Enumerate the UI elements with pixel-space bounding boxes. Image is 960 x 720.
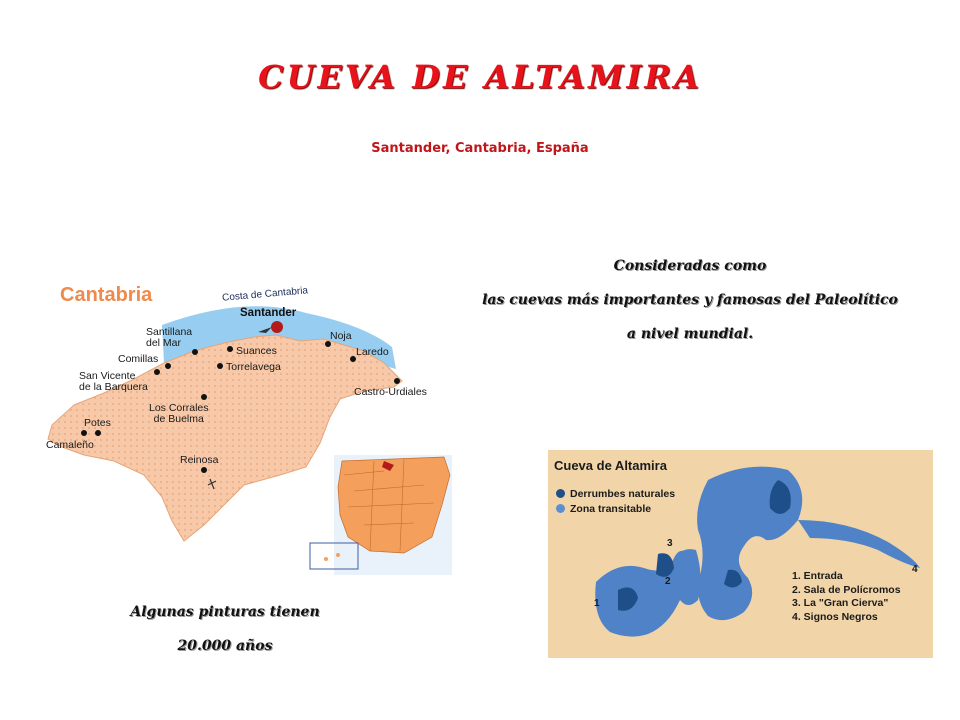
town-potes: Potes <box>84 417 111 429</box>
cave-map-graphic <box>548 450 933 658</box>
paintings-note <box>100 595 350 663</box>
coast-label: Costa de Cantabria <box>221 285 309 304</box>
paintings-line-2: 20.000 años <box>177 638 273 654</box>
quote-line-3: a nivel mundial. <box>626 326 754 342</box>
town-los-corrales: Los Corrales de Buelma <box>149 402 209 425</box>
cantabria-map <box>44 275 460 580</box>
legend-collapse-label: Derrumbes naturales <box>570 488 676 500</box>
quote-line-2: las cuevas más importantes y famosas del Paleolítico <box>482 292 898 308</box>
town-reinosa: Reinosa <box>180 454 219 466</box>
slide-title: CUEVA DE ALTAMIRA <box>258 58 702 96</box>
region-title: Cantabria <box>60 284 153 306</box>
capital-label: Santander <box>240 307 297 319</box>
town-santillana: Santillana del Mar <box>146 326 193 349</box>
cave-marker-4: 4 <box>912 564 918 575</box>
cave-marker-3: 3 <box>667 538 673 549</box>
town-laredo: Laredo <box>356 346 389 358</box>
quote-line-1: Consideradas como <box>613 258 767 274</box>
cave-marker-1: 1 <box>594 598 600 609</box>
town-noja: Noja <box>330 330 352 342</box>
cave-key-2: 2. Sala de Polícromos <box>792 583 901 596</box>
town-san-vicente: San Vicente de la Barquera <box>79 370 148 393</box>
cave-key-3: 3. La "Gran Cierva" <box>792 597 889 609</box>
cave-map <box>548 450 933 658</box>
legend-walkable-swatch <box>556 504 565 513</box>
cave-title: Cueva de Altamira <box>554 458 667 473</box>
cave-key-4: 4. Signos Negros <box>792 610 878 623</box>
town-castro-urdiales: Castro-Urdiales <box>354 386 427 398</box>
town-suances: Suances <box>236 345 277 357</box>
legend-walkable <box>556 503 651 515</box>
town-comillas: Comillas <box>118 353 159 365</box>
cave-keys <box>792 570 901 624</box>
paintings-line-1: Algunas pinturas tienen <box>130 604 320 620</box>
cave-key-1: 1. Entrada <box>792 570 843 582</box>
santander-marker <box>271 321 283 333</box>
legend-walkable-label: Zona transitable <box>570 503 652 515</box>
quote-block <box>470 249 910 351</box>
slide-subtitle: Santander, Cantabria, España <box>371 141 589 156</box>
town-camaleno: Camaleño <box>46 439 94 451</box>
legend-collapse <box>556 488 675 500</box>
town-torrelavega: Torrelavega <box>226 361 281 373</box>
cave-marker-2: 2 <box>665 576 671 587</box>
legend-collapse-swatch <box>556 489 565 498</box>
